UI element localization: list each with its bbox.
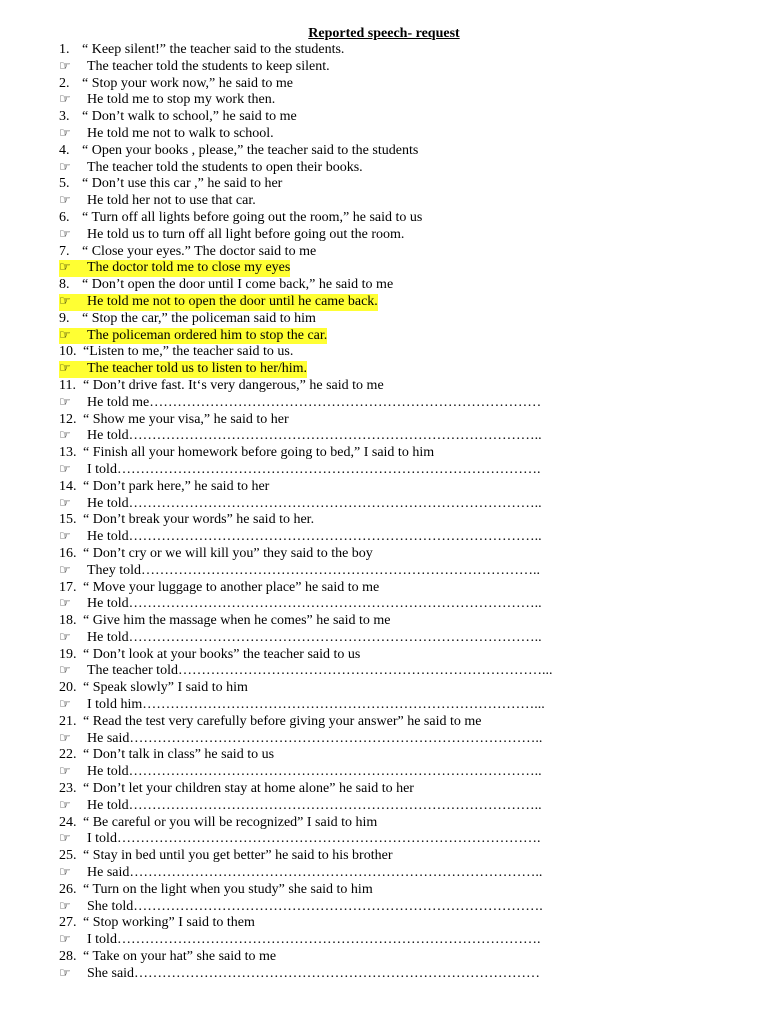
answer-wrap — [59, 160, 363, 177]
exercise-answer — [59, 496, 739, 513]
question-number: 2. — [59, 75, 70, 91]
exercise-question — [59, 915, 739, 932]
question-number: 9. — [59, 310, 70, 326]
exercise-answer — [59, 193, 739, 210]
pointing-hand-icon: ☞ — [59, 461, 71, 477]
exercise-question — [59, 143, 739, 160]
question-text: “ Be careful or you will be recognized” I said to him — [83, 814, 378, 830]
pointing-hand-icon: ☞ — [59, 932, 71, 948]
exercise-question — [59, 210, 739, 227]
answer-text: He told…………………………………………………………………………….. — [87, 764, 542, 780]
pointing-hand-icon: ☞ — [59, 260, 71, 276]
pointing-hand-icon: ☞ — [59, 898, 71, 914]
exercise-answer — [59, 92, 739, 109]
pointing-hand-icon: ☞ — [59, 394, 71, 410]
answer-text: The teacher told the students to open their books. — [87, 159, 363, 175]
question-text: “Listen to me,” the teacher said to us. — [83, 344, 294, 360]
exercise-answer — [59, 227, 739, 244]
exercise-answer — [59, 529, 739, 546]
pointing-hand-icon: ☞ — [59, 293, 71, 309]
exercise-question — [59, 882, 739, 899]
pointing-hand-icon: ☞ — [59, 92, 71, 108]
question-text: “ Move your luggage to another place” he said to me — [83, 579, 380, 595]
pointing-hand-icon: ☞ — [59, 495, 71, 511]
exercise-answer — [59, 798, 739, 815]
pointing-hand-icon: ☞ — [59, 865, 71, 881]
question-text: “ Give him the massage when he comes” he said to me — [83, 613, 391, 629]
question-number: 28. — [59, 949, 77, 965]
question-text: “ Turn on the light when you study” she said to him — [83, 881, 373, 897]
exercise-answer — [59, 328, 739, 345]
answer-wrap — [59, 395, 541, 412]
question-number: 25. — [59, 848, 77, 864]
exercise-question — [59, 680, 739, 697]
pointing-hand-icon: ☞ — [59, 965, 71, 981]
answer-text: I told him…………………………………………………………………………... — [87, 697, 545, 713]
pointing-hand-icon: ☞ — [59, 125, 71, 141]
answer-text: I told………………………………………………………………………………. — [87, 831, 541, 847]
answer-text: I told………………………………………………………………………………. — [87, 461, 541, 477]
answer-text: He told…………………………………………………………………………….. — [87, 428, 542, 444]
question-number: 20. — [59, 680, 77, 696]
exercise-question — [59, 42, 739, 59]
pointing-hand-icon: ☞ — [59, 797, 71, 813]
question-text: “ Keep silent!” the teacher said to the students. — [82, 42, 345, 57]
exercise-answer — [59, 361, 739, 378]
exercise-question — [59, 714, 739, 731]
pointing-hand-icon: ☞ — [59, 428, 71, 444]
question-number: 5. — [59, 176, 70, 192]
question-number: 16. — [59, 545, 77, 561]
question-number: 3. — [59, 109, 70, 125]
answer-text: He told me………………………………………………………………………… — [87, 394, 542, 410]
question-number: 23. — [59, 781, 77, 797]
exercise-answer — [59, 630, 739, 647]
answer-text: I told………………………………………………………………………………. — [87, 932, 541, 948]
pointing-hand-icon: ☞ — [59, 159, 71, 175]
question-text: “ Don’t look at your books” the teacher said to us — [83, 646, 361, 662]
question-text: “ Don’t drive fast. It‘s very dangerous,” he said to me — [83, 377, 384, 393]
answer-text: He said…………………………………………………………………………….. — [87, 730, 543, 746]
question-text: “ Don’t park here,” he said to her — [83, 478, 270, 494]
exercise-question — [59, 277, 739, 294]
exercise-answer — [59, 260, 739, 277]
answer-wrap — [59, 462, 540, 479]
answer-text: He told…………………………………………………………………………….. — [87, 596, 542, 612]
question-text: “ Stay in bed until you get better” he said to his brother — [83, 848, 393, 864]
pointing-hand-icon: ☞ — [59, 697, 71, 713]
answer-text: The teacher told us to listen to her/him. — [87, 361, 308, 377]
answer-wrap — [59, 193, 256, 210]
pointing-hand-icon: ☞ — [59, 58, 71, 74]
answer-wrap — [59, 899, 543, 916]
answer-text: He told me to stop my work then. — [87, 92, 276, 108]
exercise-question — [59, 613, 739, 630]
answer-text: He told me not to open the door until he came back. — [87, 293, 378, 309]
answer-text: The doctor told me to close my eyes — [87, 260, 291, 276]
highlighted-answer — [59, 328, 327, 345]
exercise-list — [59, 42, 739, 983]
answer-wrap — [59, 92, 275, 109]
question-text: “ Don’t break your words” he said to her. — [83, 512, 315, 528]
exercise-answer — [59, 395, 739, 412]
question-number: 8. — [59, 277, 70, 293]
pointing-hand-icon: ☞ — [59, 663, 71, 679]
question-number: 26. — [59, 881, 77, 897]
pointing-hand-icon: ☞ — [59, 730, 71, 746]
answer-text: He told us to turn off all light before going out the room. — [87, 226, 405, 242]
answer-text: He told her not to use that car. — [87, 193, 256, 209]
question-number: 4. — [59, 142, 70, 158]
exercise-answer — [59, 462, 739, 479]
exercise-answer — [59, 563, 739, 580]
exercise-answer — [59, 160, 739, 177]
answer-text: He said…………………………………………………………………………….. — [87, 865, 543, 881]
question-number: 6. — [59, 209, 70, 225]
answer-wrap — [59, 764, 542, 781]
pointing-hand-icon: ☞ — [59, 764, 71, 780]
exercise-answer — [59, 865, 739, 882]
question-text: “ Don’t talk in class” he said to us — [83, 747, 275, 763]
pointing-hand-icon: ☞ — [59, 562, 71, 578]
question-number: 12. — [59, 411, 77, 427]
answer-text: They told………………………………………………………………………….. — [87, 562, 541, 578]
question-number: 14. — [59, 478, 77, 494]
answer-wrap — [59, 932, 540, 949]
exercise-question — [59, 479, 739, 496]
exercise-question — [59, 781, 739, 798]
exercise-question — [59, 344, 739, 361]
question-number: 22. — [59, 747, 77, 763]
question-text: “ Don’t use this car ,” he said to her — [82, 176, 283, 192]
question-text: “ Read the test very carefully before giving your answer” he said to me — [83, 713, 482, 729]
pointing-hand-icon: ☞ — [59, 529, 71, 545]
page-title: Reported speech- request — [308, 26, 460, 41]
exercise-answer — [59, 663, 739, 680]
answer-wrap — [59, 630, 542, 647]
question-text: “ Don’t let your children stay at home alone” he said to her — [83, 781, 414, 797]
exercise-answer — [59, 294, 739, 311]
exercise-answer — [59, 731, 739, 748]
question-text: “ Stop working” I said to them — [83, 915, 255, 931]
question-number: 24. — [59, 814, 77, 830]
question-number: 15. — [59, 512, 77, 528]
question-text: “ Stop your work now,” he said to me — [82, 75, 293, 91]
exercise-answer — [59, 764, 739, 781]
exercise-question — [59, 747, 739, 764]
exercise-answer — [59, 831, 739, 848]
answer-text: The policeman ordered him to stop the car. — [87, 327, 328, 343]
question-text: “ Stop the car,” the policeman said to him — [82, 310, 316, 326]
exercise-question — [59, 109, 739, 126]
answer-wrap — [59, 529, 542, 546]
answer-wrap — [59, 428, 542, 445]
answer-text: The teacher told the students to keep silent. — [87, 58, 330, 74]
exercise-question — [59, 546, 739, 563]
question-text: “ Speak slowly” I said to him — [83, 680, 248, 696]
answer-wrap — [59, 865, 542, 882]
answer-wrap — [59, 563, 540, 580]
answer-text: She said…………………………………………………………………………… — [87, 965, 541, 981]
pointing-hand-icon: ☞ — [59, 831, 71, 847]
pointing-hand-icon: ☞ — [59, 361, 71, 377]
answer-wrap — [59, 697, 545, 714]
question-text: “ Open your books , please,” the teacher said to the students — [82, 142, 419, 158]
pointing-hand-icon: ☞ — [59, 629, 71, 645]
question-number: 17. — [59, 579, 77, 595]
question-number: 18. — [59, 613, 77, 629]
answer-text: The teacher told……………………………………………………………………... — [87, 663, 553, 679]
answer-text: He told…………………………………………………………………………….. — [87, 529, 542, 545]
answer-text: She told……………………………………………………………………………. — [87, 898, 543, 914]
pointing-hand-icon: ☞ — [59, 596, 71, 612]
answer-text: He told…………………………………………………………………………….. — [87, 797, 542, 813]
highlighted-answer — [59, 260, 290, 277]
question-number: 7. — [59, 243, 70, 259]
exercise-question — [59, 378, 739, 395]
exercise-question — [59, 244, 739, 261]
answer-text: He told me not to walk to school. — [87, 125, 274, 141]
pointing-hand-icon: ☞ — [59, 193, 71, 209]
question-text: “ Turn off all lights before going out the room,” he said to us — [82, 209, 423, 225]
answer-text: He told…………………………………………………………………………….. — [87, 495, 542, 511]
question-text: “ Don’t walk to school,” he said to me — [82, 109, 297, 125]
highlighted-answer — [59, 361, 307, 378]
exercise-answer — [59, 596, 739, 613]
answer-wrap — [59, 966, 540, 983]
question-number: 19. — [59, 646, 77, 662]
answer-wrap — [59, 59, 330, 76]
question-number: 10. — [59, 344, 77, 360]
answer-wrap — [59, 831, 540, 848]
answer-wrap — [59, 731, 542, 748]
exercise-question — [59, 815, 739, 832]
exercise-question — [59, 176, 739, 193]
question-number: 27. — [59, 915, 77, 931]
exercise-question — [59, 445, 739, 462]
answer-wrap — [59, 227, 404, 244]
exercise-question — [59, 311, 739, 328]
answer-wrap — [59, 126, 274, 143]
question-number: 13. — [59, 445, 77, 461]
question-text: “ Close your eyes.” The doctor said to me — [82, 243, 317, 259]
exercise-question — [59, 76, 739, 93]
pointing-hand-icon: ☞ — [59, 327, 71, 343]
highlighted-answer — [59, 294, 378, 311]
answer-wrap — [59, 596, 542, 613]
question-text: “ Don’t cry or we will kill you” they said to the boy — [83, 545, 373, 561]
answer-wrap — [59, 496, 542, 513]
question-text: “ Don’t open the door until I come back,” he said to me — [82, 277, 394, 293]
exercise-answer — [59, 59, 739, 76]
exercise-question — [59, 647, 739, 664]
exercise-question — [59, 580, 739, 597]
exercise-question — [59, 512, 739, 529]
exercise-question — [59, 412, 739, 429]
exercise-answer — [59, 697, 739, 714]
question-text: “ Finish all your homework before going to bed,” I said to him — [83, 445, 435, 461]
exercise-answer — [59, 428, 739, 445]
question-number: 11. — [59, 377, 76, 393]
exercise-answer — [59, 966, 739, 983]
exercise-question — [59, 949, 739, 966]
pointing-hand-icon: ☞ — [59, 226, 71, 242]
question-text: “ Take on your hat” she said to me — [83, 949, 277, 965]
question-number: 21. — [59, 713, 77, 729]
question-number: 1. — [59, 42, 70, 57]
question-text: “ Show me your visa,” he said to her — [83, 411, 289, 427]
answer-wrap — [59, 798, 542, 815]
exercise-answer — [59, 126, 739, 143]
answer-wrap — [59, 663, 552, 680]
answer-text: He told…………………………………………………………………………….. — [87, 629, 542, 645]
exercise-answer — [59, 932, 739, 949]
exercise-question — [59, 848, 739, 865]
exercise-answer — [59, 899, 739, 916]
